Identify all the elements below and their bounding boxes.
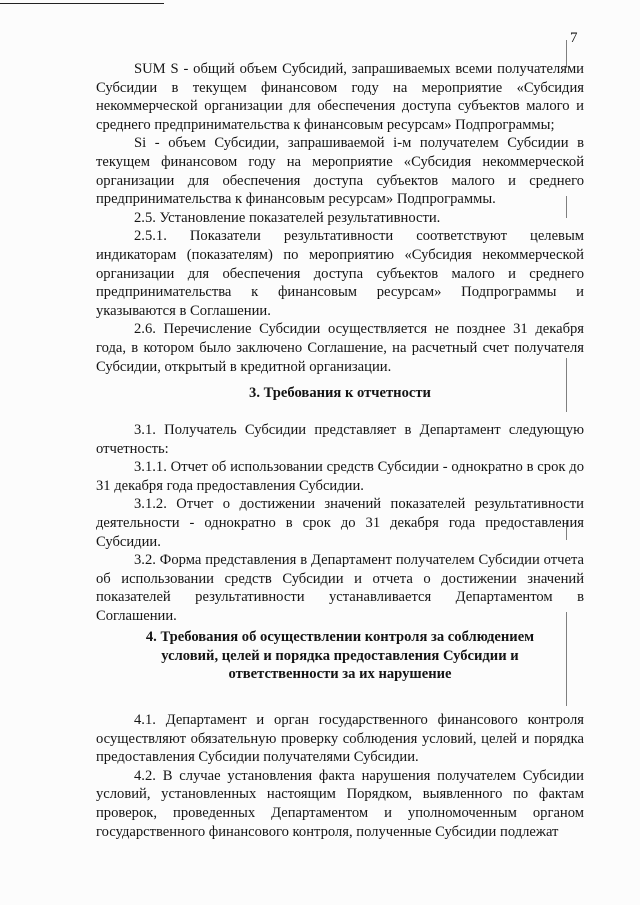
paragraph-sum-s: SUM S - общий объем Субсидий, запрашиваемых всеми получателями Субсидии в текущем финансовом году на мероприятие «Субсидия некоммерческой организации для обеспечения доступа субъектов малого и среднего предпринимательства к финансовым ресурсам» Подпрограммы;: [96, 61, 584, 133]
section-4-heading-line: 4. Требования об осуществлении контроля за соблюдением: [145, 629, 535, 645]
paragraph-3-1: 3.1. Получатель Субсидии представляет в Департамент следующую отчетность:: [96, 422, 584, 457]
section-3-body: [96, 421, 584, 626]
section-3-heading: 3. Требования к отчетности: [249, 385, 431, 401]
page-number: 7: [570, 30, 578, 46]
section-4-heading-line: условий, целей и порядка предоставления Субсидии и: [161, 647, 519, 664]
paragraph-si: Si - объем Субсидии, запрашиваемой i-м получателем Субсидии в текущем финансовом году на мероприятие «Субсидия некоммерческой организации для обеспечения доступа субъектов малого и среднего предпринимательства к финансовым ресурсам» Подпрограммы.: [96, 135, 584, 208]
paragraph-2-5-1: 2.5.1. Показатели результативности соответствуют целевым индикаторам (показателям) по мероприятию «Субсидия некоммерческой организации для обеспечения доступа субъектов малого и среднего предпринимательства к финансовым ресурсам» Подпрограммы и указываются в Соглашении.: [96, 228, 584, 319]
paragraph-3-1-1: 3.1.1. Отчет об использовании средств Субсидии - однократно в срок до 31 декабря года предоставления Субсидии.: [96, 459, 584, 494]
scan-edge-line: [0, 3, 164, 4]
section-4-heading: [96, 628, 584, 684]
paragraph-3-2: 3.2. Форма представления в Департамент получателем Субсидии отчета об использовании средств Субсидии и отчета о достижении значений показателей результативности устанавливается Департаментом в Соглашении.: [96, 552, 584, 624]
paragraph-2-5: 2.5. Установление показателей результативности.: [134, 209, 441, 226]
paragraph-2-6: 2.6. Перечисление Субсидии осуществляется не позднее 31 декабря года, в котором было заключено Соглашение, на расчетный счет получателя Субсидии, открытый в кредитной организации.: [96, 321, 584, 375]
section-4-heading-line: ответственности за их нарушение: [228, 666, 452, 683]
section-2-continuation: [96, 60, 584, 376]
paragraph-4-2: 4.2. В случае установления факта нарушения получателем Субсидии условий, установленных настоящим Порядком, выявленного по фактам проверок, проведенных Департаментом и уполномоченным органом государственного финансового контроля, полученные Субсидии подлежат: [96, 767, 584, 840]
paragraph-4-1: 4.1. Департамент и орган государственного финансового контроля осуществляют обязательную проверку соблюдения условий, целей и порядка предоставления Субсидии получателями Субсидии.: [96, 712, 584, 766]
section-4-body: [96, 711, 584, 841]
paragraph-3-1-2: 3.1.2. Отчет о достижении значений показателей результативности деятельности - однократно в срок до 31 декабря года предоставления Субсидии.: [96, 496, 584, 550]
